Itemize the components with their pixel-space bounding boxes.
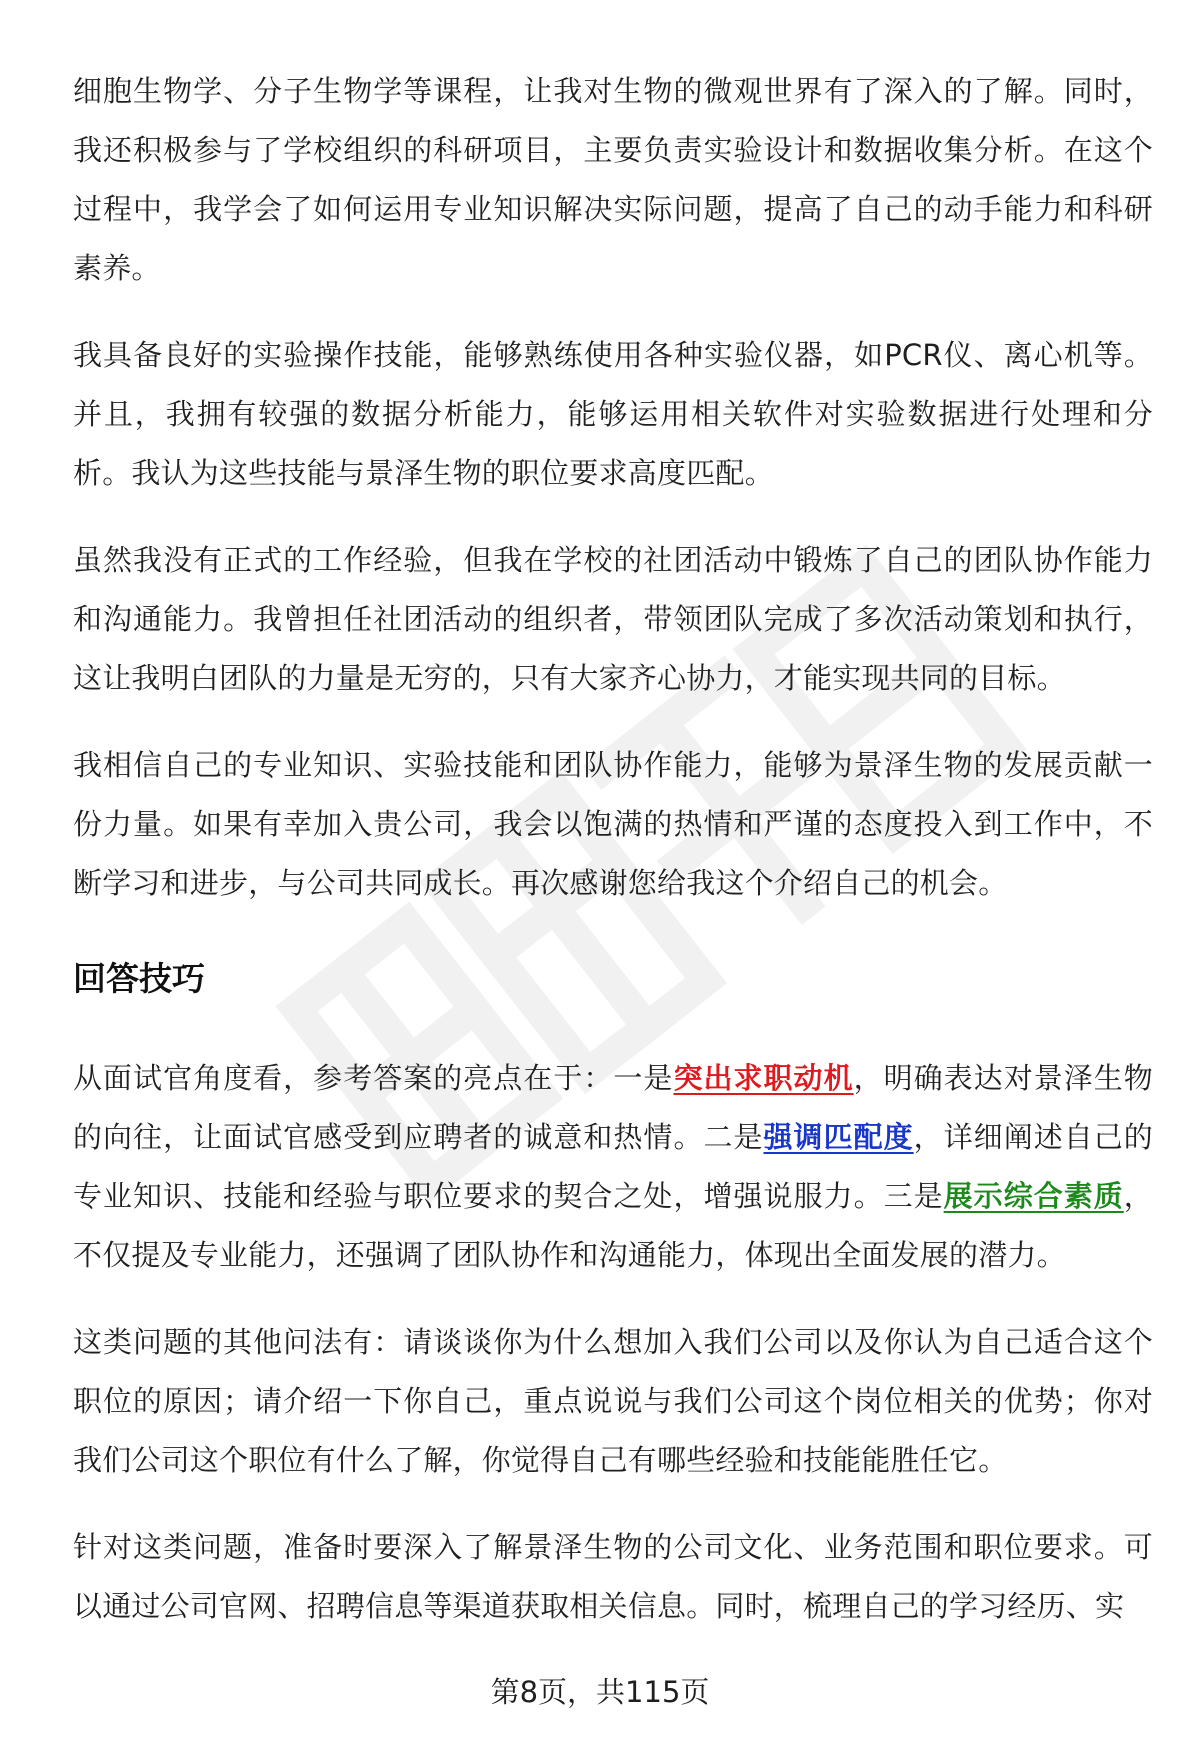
body-paragraph-5: 这类问题的其他问法有：请谈谈你为什么想加入我们公司以及你认为自己适合这个职位的原因；请介绍一下你自己，重点说说与我们公司这个岗位相关的优势；你对我们公司这个职位有什么了解，你觉得自己有哪些经验和技能能胜任它。 bbox=[73, 1325, 1153, 1477]
section-heading: 回答技巧 bbox=[73, 959, 205, 998]
body-paragraph-1: 细胞生物学、分子生物学等课程，让我对生物的微观世界有了深入的了解。同时，我还积极参与了学校组织的科研项目，主要负责实验设计和数据收集分析。在这个过程中，我学会了如何运用专业知识解决实际问题，提高了自己的动手能力和科研素养。 bbox=[73, 74, 1153, 285]
highlight-motivation: 突出求职动机 bbox=[673, 1061, 854, 1095]
body-paragraph-3: 虽然我没有正式的工作经验，但我在学校的社团活动中锻炼了自己的团队协作能力和沟通能力。我曾担任社团活动的组织者，带领团队完成了多次活动策划和执行，这让我明白团队的力量是无穷的，只有大家齐心协力，才能实现共同的目标。 bbox=[73, 543, 1153, 695]
tips-text-4: ，不仅提及专业能力，还强调了团队协作和沟通能力，体现出全面发展的潜力。 bbox=[73, 1179, 1153, 1272]
tips-paragraph bbox=[73, 1049, 1153, 1285]
tips-text-2: ，明确表达对景泽生物的向往，让面试官感受到应聘者的诚意和热情。二是 bbox=[73, 1061, 1153, 1154]
body-paragraph-4: 我相信自己的专业知识、实验技能和团队协作能力，能够为景泽生物的发展贡献一份力量。如果有幸加入贵公司，我会以饱满的热情和严谨的态度投入到工作中，不断学习和进步，与公司共同成长。再次感谢您给我这个介绍自己的机会。 bbox=[73, 748, 1153, 900]
page-content bbox=[73, 62, 1153, 1664]
highlight-match: 强调匹配度 bbox=[763, 1120, 914, 1154]
tips-text-3: ，详细阐述自己的专业知识、技能和经验与职位要求的契合之处，增强说服力。三是 bbox=[73, 1120, 1153, 1213]
body-paragraph-6: 针对这类问题，准备时要深入了解景泽生物的公司文化、业务范围和职位要求。可以通过公司官网、招聘信息等渠道获取相关信息。同时，梳理自己的学习经历、实 bbox=[73, 1530, 1153, 1623]
tips-text-1: 从面试官角度看，参考答案的亮点在于：一是 bbox=[73, 1061, 674, 1095]
body-paragraph-2: 我具备良好的实验操作技能，能够熟练使用各种实验仪器，如PCR仪、离心机等。并且，我拥有较强的数据分析能力，能够运用相关软件对实验数据进行处理和分析。我认为这些技能与景泽生物的职位要求高度匹配。 bbox=[73, 338, 1153, 490]
page-number-footer: 第8页，共115页 bbox=[490, 1675, 710, 1709]
highlight-quality: 展示综合素质 bbox=[943, 1179, 1124, 1213]
